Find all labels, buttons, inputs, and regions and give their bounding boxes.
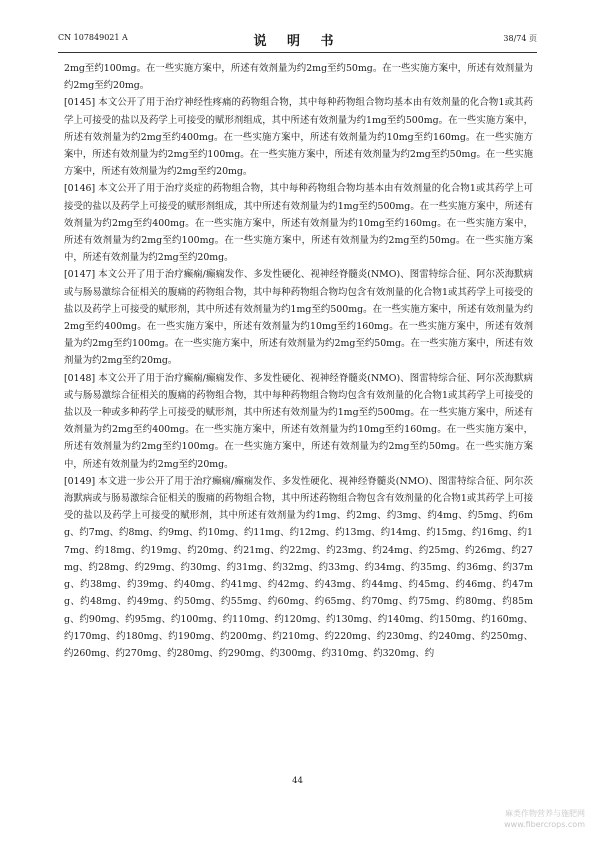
paragraph-continuation: 2mg至约100mg。在一些实施方案中，所述有效剂量为约2mg至约50mg。在一些实施方案中，所述有效剂量为约2mg至约20mg。	[64, 63, 533, 92]
watermark-url: www.fibercrops.com	[504, 820, 585, 829]
publication-number: CN 107849021 A	[58, 33, 128, 42]
header-divider	[58, 52, 537, 53]
page-indicator: 38/74 页	[503, 34, 537, 43]
page-header	[58, 30, 537, 49]
paragraph-0147: [0147] 本文公开了用于治疗癫痫/癫痫发作、多发性硬化、视神经脊髓炎(NMO)、图雷特综合征、阿尔茨海默病或与肠易激综合征相关的腹痛的药物组合物，其中每种药物组合物均包含有效剂量的化合物1或其药学上可接受的盐以及药学上可接受的赋形剂，其中所述有效剂量为约1mg至约500mg。在一些实施方案中，所述有效剂量为约2mg至约400mg。在一些实施方案中，所述有效剂量为约10mg至约160mg。在一些实施方案中，所述有效剂量为约2mg至约100mg。在一些实施方案中，所述有效剂量为约2mg至约50mg。在一些实施方案中，所述有效剂量为约2mg至约20mg。	[64, 269, 533, 367]
paragraph-0146: [0146] 本文公开了用于治疗炎症的药物组合物，其中每种药物组合物均基本由有效剂量的化合物1或其药学上可接受的盐以及药学上可接受的赋形剂组成，其中所述有效剂量为约1mg至约500mg。在一些实施方案中，所述有效剂量为约2mg至约400mg。在一些实施方案中，所述有效剂量为约10mg至约160mg。在一些实施方案中，所述有效剂量为约2mg至约100mg。在一些实施方案中，所述有效剂量为约2mg至约50mg。在一些实施方案中，所述有效剂量为约2mg至约20mg。	[64, 183, 533, 264]
document-body	[64, 60, 533, 662]
document-title: 说 明 书	[253, 34, 342, 49]
watermark-title: 麻类作物营养与施肥网	[505, 809, 585, 818]
paragraph-0148: [0148] 本文公开了用于治疗癫痫/癫痫发作、多发性硬化、视神经脊髓炎(NMO)、图雷特综合征、阿尔茨海默病或与肠易激综合征相关的腹痛的药物组合物，其中每种药物组合物均包含有效剂量的化合物1或其药学上可接受的盐以及一种或多种药学上可接受的赋形剂，其中所述有效剂量为约1mg至约500mg。在一些实施方案中，所述有效剂量为约2mg至约400mg。在一些实施方案中，所述有效剂量为约10mg至约160mg。在一些实施方案中，所述有效剂量为约2mg至约100mg。在一些实施方案中，所述有效剂量为约2mg至约50mg。在一些实施方案中，所述有效剂量为约2mg至约20mg。	[64, 372, 533, 470]
paragraph-0149: [0149] 本文进一步公开了用于治疗癫痫/癫痫发作、多发性硬化、视神经脊髓炎(NMO)、图雷特综合征、阿尔茨海默病或与肠易激综合征相关的腹痛的药物组合物，其中所述药物组合物包含有效剂量的化合物1或其药学上可接受的盐以及药学上可接受的赋形剂，其中所述有效剂量为约1mg、约2mg、约3mg、约4mg、约5mg、约6mg、约7mg、约8mg、约9mg、约10mg、约11mg、约12mg、约13mg、约14mg、约15mg、约16mg、约17mg、约18mg、约19mg、约20mg、约21mg、约22mg、约23mg、约24mg、约25mg、约26mg、约27mg、约28mg、约29mg、约30mg、约31mg、约32mg、约33mg、约34mg、约35mg、约36mg、约37mg、约38mg、约39mg、约40mg、约41mg、约42mg、约43mg、约44mg、约45mg、约46mg、约47mg、约48mg、约49mg、约50mg、约55mg、约60mg、约65mg、约70mg、约75mg、约80mg、约85mg、约90mg、约95mg、约100mg、约110mg、约120mg、约130mg、约140mg、约150mg、约160mg、约170mg、约180mg、约190mg、约200mg、约210mg、约220mg、约230mg、约240mg、约250mg、约260mg、约270mg、约280mg、约290mg、约300mg、约310mg、约320mg、约	[64, 475, 533, 659]
site-watermark	[504, 808, 585, 830]
page-number: 44	[292, 776, 303, 786]
paragraph-0145: [0145] 本文公开了用于治疗神经性疼痛的药物组合物，其中每种药物组合物均基本由有效剂量的化合物1或其药学上可接受的盐以及药学上可接受的赋形剂组成，其中所述有效剂量为约1mg至约500mg。在一些实施方案中，所述有效剂量为约2mg至约400mg。在一些实施方案中，所述有效剂量为约10mg至约160mg。在一些实施方案中，所述有效剂量为约2mg至约100mg。在一些实施方案中，所述有效剂量为约2mg至约50mg。在一些实施方案中，所述有效剂量为约2mg至约20mg。	[64, 97, 533, 178]
